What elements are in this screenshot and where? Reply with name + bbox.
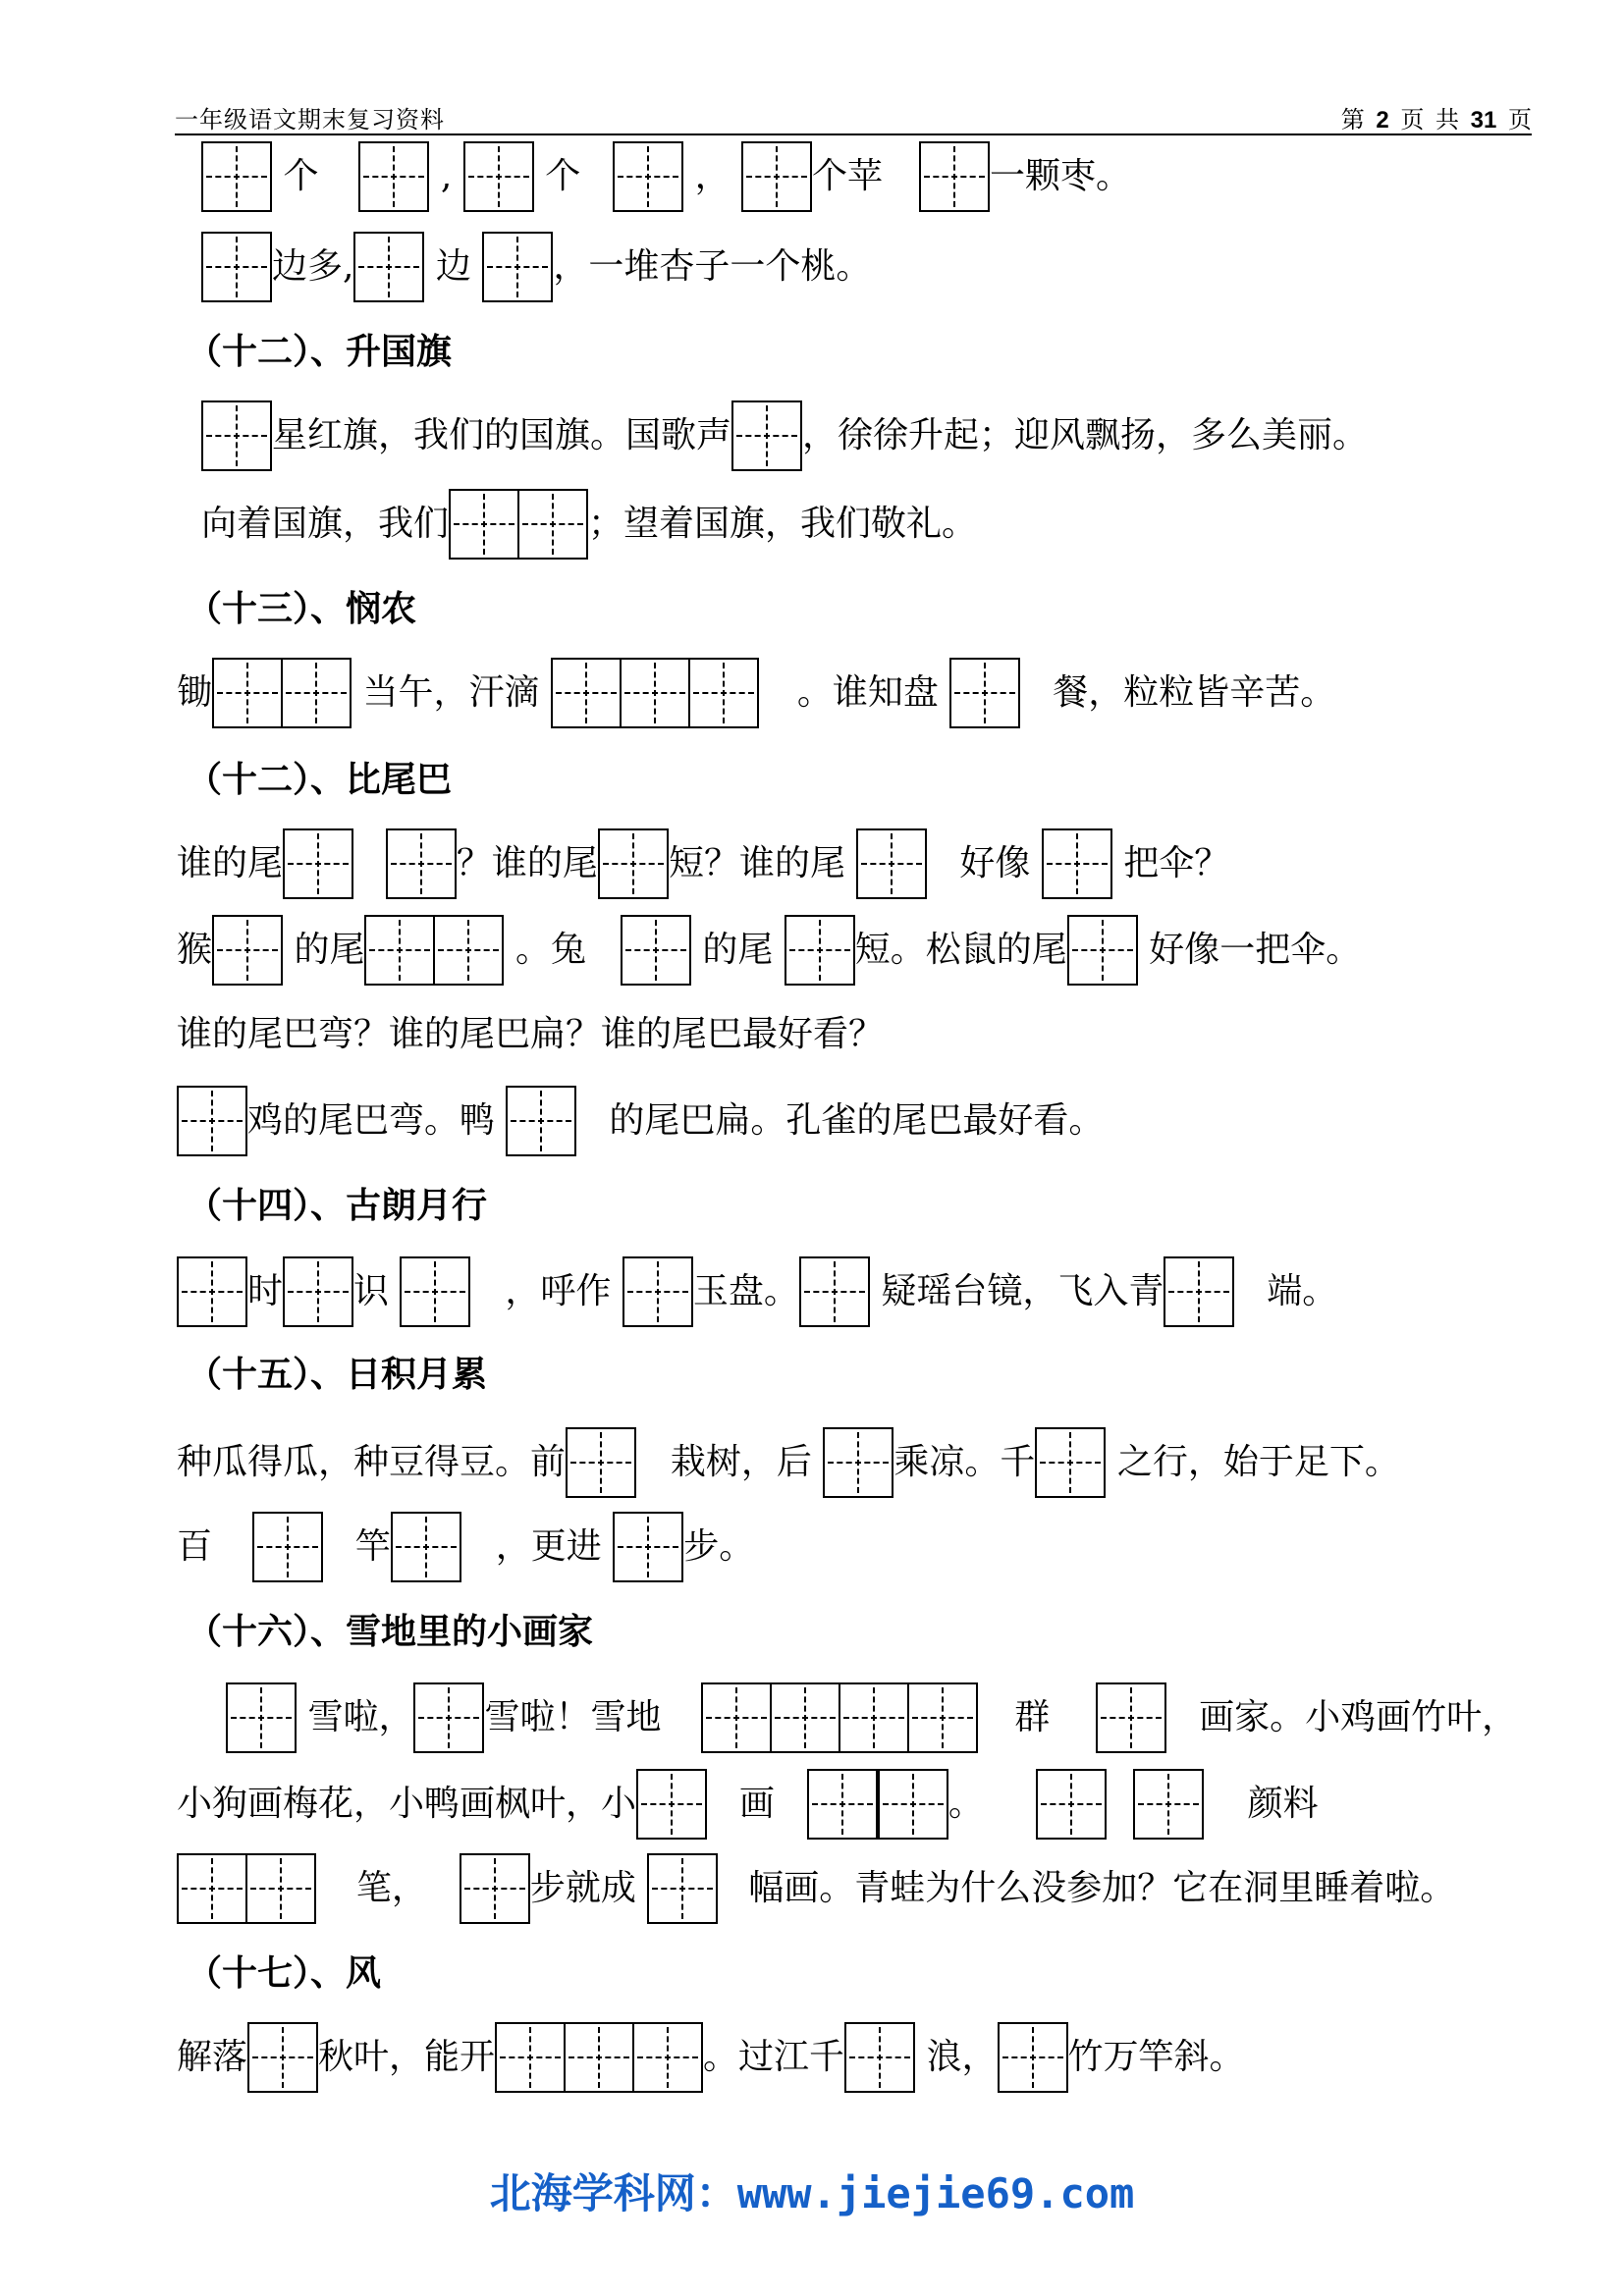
answer-box[interactable]	[785, 915, 855, 986]
document-title: 一年级语文期末复习资料	[175, 106, 445, 133]
answer-box[interactable]	[620, 658, 690, 728]
section-heading: （十二）、比尾巴	[187, 759, 453, 800]
answer-box[interactable]	[358, 141, 429, 212]
answer-box[interactable]	[281, 658, 352, 728]
page-total: 31	[1470, 107, 1497, 133]
answer-box[interactable]	[688, 658, 759, 728]
answer-box[interactable]	[386, 828, 457, 899]
answer-box[interactable]	[844, 2022, 915, 2093]
answer-box[interactable]	[807, 1769, 878, 1840]
answer-box[interactable]	[1035, 1427, 1106, 1498]
fill-line: 雪啦， 雪啦！雪地 群 画家。小鸡画竹叶，	[226, 1679, 1517, 1753]
answer-box[interactable]	[598, 828, 669, 899]
fill-line: 向着国旗，我们 ；望着国旗，我们敬礼。	[201, 485, 977, 560]
fill-line: 鸡的尾巴弯。鸭 的尾巴扁。孔雀的尾巴最好看。	[177, 1082, 1104, 1156]
answer-box[interactable]	[506, 1086, 576, 1156]
answer-box[interactable]	[839, 1682, 909, 1753]
answer-box[interactable]	[647, 1853, 718, 1924]
answer-box[interactable]	[201, 141, 272, 212]
answer-box[interactable]	[1133, 1769, 1204, 1840]
section-heading: （十三）、悯农	[187, 588, 417, 629]
page-header	[175, 98, 1532, 135]
answer-box[interactable]	[998, 2022, 1068, 2093]
answer-box[interactable]	[364, 915, 435, 986]
page-indicator: 第 2 页 共 31 页	[1340, 106, 1532, 133]
answer-box[interactable]	[482, 232, 553, 302]
fill-line: 笔， 步就成 幅画。青蛙为什么没参加？它在洞里睡着啦。	[177, 1849, 1455, 1924]
answer-box[interactable]	[621, 915, 691, 986]
answer-box[interactable]	[623, 1256, 693, 1327]
answer-box[interactable]	[551, 658, 622, 728]
answer-box[interactable]	[495, 2022, 566, 2093]
answer-box[interactable]	[799, 1256, 870, 1327]
footer-url[interactable]: www.jiejie69.com	[736, 2169, 1135, 2217]
fill-line: 百 竿 ，更进 步。	[177, 1508, 754, 1582]
answer-box[interactable]	[1036, 1769, 1107, 1840]
answer-box[interactable]	[463, 141, 534, 212]
answer-box[interactable]	[212, 915, 283, 986]
section-heading: （十六）、雪地里的小画家	[187, 1611, 594, 1652]
answer-box[interactable]	[391, 1512, 461, 1582]
fill-line: 锄 当午，汗滴 。谁知盘 餐，粒粒皆辛苦。	[177, 654, 1335, 728]
answer-box[interactable]	[449, 489, 519, 560]
answer-box[interactable]	[823, 1427, 893, 1498]
answer-box[interactable]	[878, 1769, 948, 1840]
footer-watermark	[0, 2162, 1624, 2220]
fill-line: 星红旗，我们的国旗。国歌声 ，徐徐升起；迎风飘扬，多么美丽。	[201, 397, 1368, 471]
answer-box[interactable]	[564, 2022, 634, 2093]
fill-line: 解落 秋叶，能开 。过江千 浪， 竹万竿斜。	[177, 2018, 1245, 2093]
fill-line: 小狗画梅花，小鸭画枫叶，小 画 。 颜料	[177, 1765, 1319, 1840]
answer-box[interactable]	[731, 400, 802, 471]
answer-box[interactable]	[907, 1682, 978, 1753]
answer-box[interactable]	[201, 232, 272, 302]
answer-box[interactable]	[613, 141, 683, 212]
answer-box[interactable]	[741, 141, 812, 212]
answer-box[interactable]	[177, 1853, 247, 1924]
answer-box[interactable]	[636, 1769, 707, 1840]
section-heading: （十七）、风	[187, 1952, 382, 1994]
section-heading: （十二）、升国旗	[187, 331, 453, 372]
answer-box[interactable]	[283, 828, 353, 899]
answer-box[interactable]	[353, 232, 424, 302]
answer-box[interactable]	[252, 1512, 323, 1582]
answer-box[interactable]	[566, 1427, 636, 1498]
fill-line: 个 , 个 ， 个苹 一颗枣。	[201, 137, 1131, 212]
answer-box[interactable]	[919, 141, 990, 212]
answer-box[interactable]	[701, 1682, 772, 1753]
answer-box[interactable]	[770, 1682, 840, 1753]
answer-box[interactable]	[177, 1256, 247, 1327]
answer-box[interactable]	[632, 2022, 703, 2093]
answer-box[interactable]	[517, 489, 588, 560]
fill-line: 时 识 ，呼作 玉盘。 疑瑶台镜，飞入青 端。	[177, 1253, 1337, 1327]
answer-box[interactable]	[201, 400, 272, 471]
fill-line: 种瓜得瓜，种豆得豆。前 栽树，后 乘凉。千 之行，始于足下。	[177, 1423, 1400, 1498]
answer-box[interactable]	[226, 1682, 297, 1753]
answer-box[interactable]	[856, 828, 927, 899]
section-heading: （十四）、古朗月行	[187, 1185, 488, 1226]
fill-line: 谁的尾 ？谁的尾 短？谁的尾 好像 把伞？	[177, 825, 1229, 899]
answer-box[interactable]	[413, 1682, 484, 1753]
answer-box[interactable]	[460, 1853, 530, 1924]
answer-box[interactable]	[433, 915, 504, 986]
answer-box[interactable]	[212, 658, 283, 728]
answer-box[interactable]	[949, 658, 1020, 728]
answer-box[interactable]	[247, 2022, 318, 2093]
answer-box[interactable]	[613, 1512, 683, 1582]
section-heading: （十五）、日积月累	[187, 1354, 488, 1395]
answer-box[interactable]	[1096, 1682, 1166, 1753]
text-line: 谁的尾巴弯？谁的尾巴扁？谁的尾巴最好看？	[177, 1014, 885, 1054]
answer-box[interactable]	[245, 1853, 316, 1924]
answer-box[interactable]	[1042, 828, 1112, 899]
answer-box[interactable]	[1164, 1256, 1234, 1327]
fill-line: 猴 的尾 。兔 的尾 短。松鼠的尾 好像一把伞。	[177, 911, 1361, 986]
answer-box[interactable]	[177, 1086, 247, 1156]
page-number: 2	[1376, 107, 1389, 133]
answer-box[interactable]	[283, 1256, 353, 1327]
answer-box[interactable]	[1067, 915, 1138, 986]
footer-label: 北海学科网：	[489, 2169, 737, 2217]
answer-box[interactable]	[400, 1256, 470, 1327]
fill-line: 边多, 边 ，一堆杏子一个桃。	[201, 228, 871, 302]
